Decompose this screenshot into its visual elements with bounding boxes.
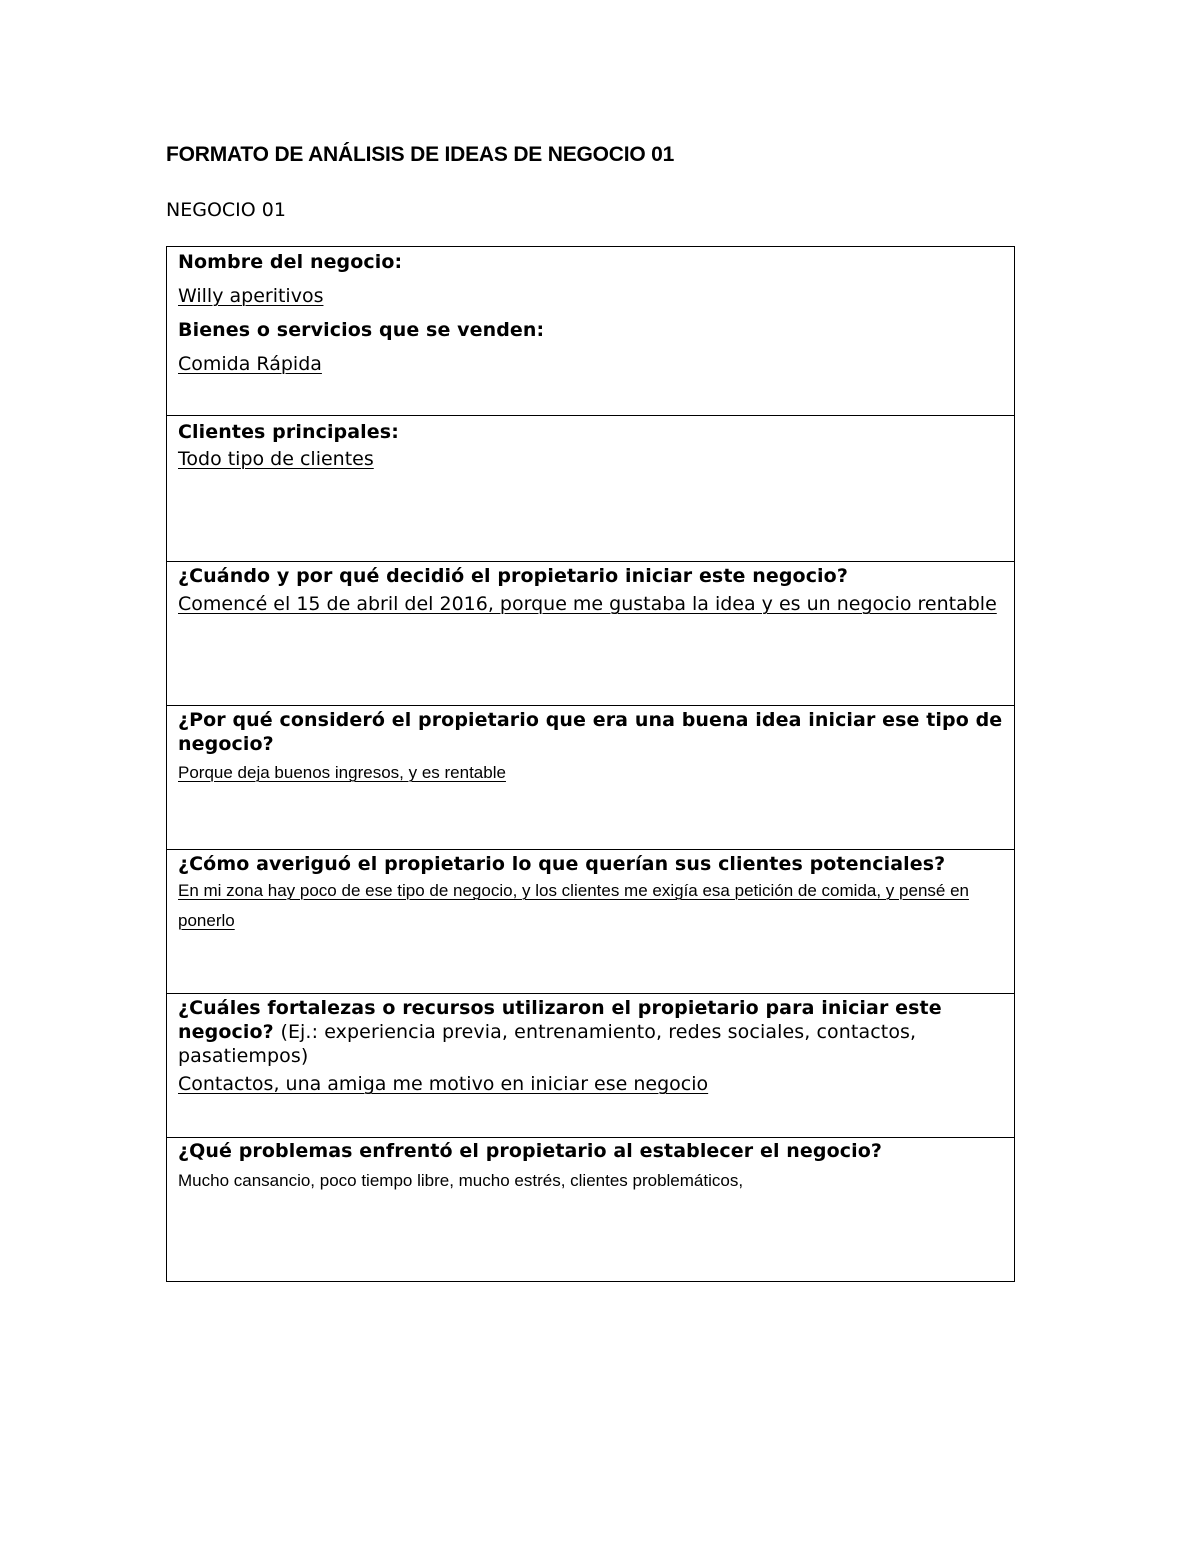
good-idea-value: Porque deja buenos ingresos, y es rentable [178,763,506,782]
strengths-question [178,996,1003,1068]
good-idea-label: ¿Por qué consideró el propietario que era una buena idea iniciar ese tipo de negocio? [178,709,1003,755]
strengths-value: Contactos, una amiga me motivo en iniciar ese negocio [178,1073,709,1095]
discover-value: En mi zona hay poco de ese tipo de negocio, y los clientes me exigía esa petición de comida, y pensé en ponerlo [178,881,969,930]
discover-label: ¿Cómo averiguó el propietario lo que querían sus clientes potenciales? [178,853,946,875]
document-title: FORMATO DE ANÁLISIS DE IDEAS DE NEGOCIO 01 [166,143,675,166]
cell-business-name-goods [167,247,1014,415]
document-subtitle: NEGOCIO 01 [166,199,286,221]
cell-strengths [167,993,1014,1137]
when-why-value: Comencé el 15 de abril del 2016, porque me gustaba la idea y es un negocio rentable [178,593,997,615]
cell-problems [167,1137,1014,1281]
strengths-note: (Ej.: experiencia previa, entrenamiento, redes sociales, contactos, pasatiempos) [178,1021,917,1067]
problems-value: Mucho cansancio, poco tiempo libre, mucho estrés, clientes problemáticos, [178,1171,744,1190]
problems-label: ¿Qué problemas enfrentó el propietario al establecer el negocio? [178,1140,882,1162]
business-name-label: Nombre del negocio: [178,251,403,273]
when-why-label: ¿Cuándo y por qué decidió el propietario iniciar este negocio? [178,565,848,587]
clients-value: Todo tipo de clientes [178,448,374,470]
goods-value: Comida Rápida [178,353,322,375]
cell-when-why [167,561,1014,705]
clients-label: Clientes principales: [178,421,399,443]
cell-discover-clients [167,849,1014,993]
strengths-label: ¿Cuáles fortalezas o recursos utilizaron el propietario para iniciar este negocio? [178,997,942,1043]
cell-good-idea [167,705,1014,849]
business-name-value: Willy aperitivos [178,285,324,307]
goods-label: Bienes o servicios que se venden: [178,319,545,341]
cell-main-clients [167,415,1014,561]
business-analysis-table [166,246,1015,1282]
